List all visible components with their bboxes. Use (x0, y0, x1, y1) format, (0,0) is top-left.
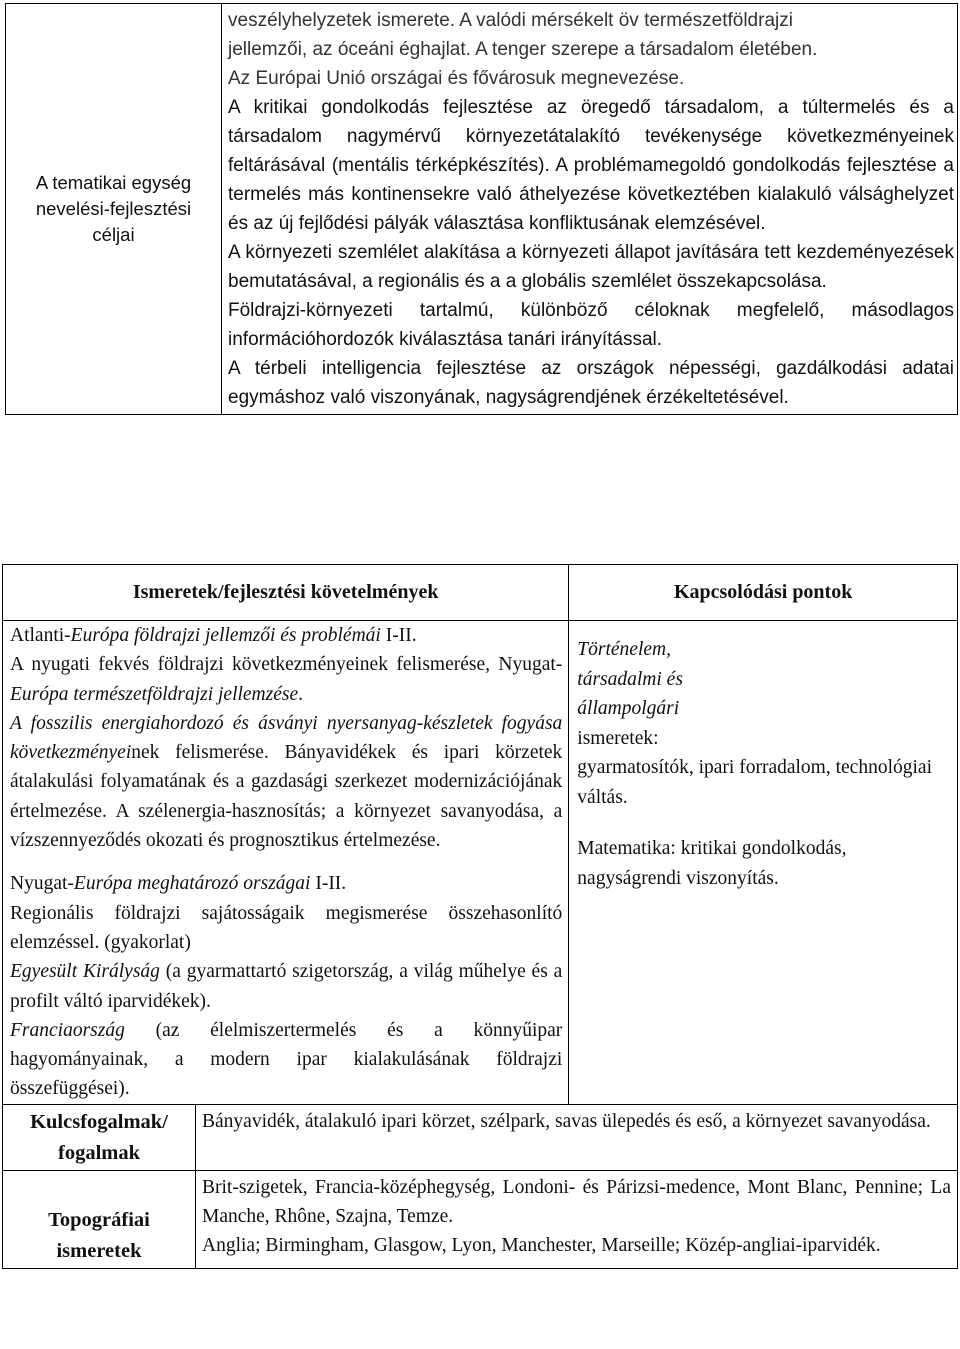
links-history-4: ismeretek: (577, 727, 659, 749)
links-body (569, 621, 958, 1105)
topo-p2: Anglia; Birmingham, Glasgow, Lyon, Manchester, Marseille; Közép-angliai-iparvidék. (202, 1235, 881, 1257)
goals-paragraph: A környezeti szemlélet alakítása a környezeti állapot javítására tett kezdeményezések bemutatásával, a regionális és a a globális szemlélet összekapcsolása. (228, 242, 954, 292)
block2-p2: Regionális földrajzi sajátosságaik megismerése összehasonlító elemzéssel. (gyakorlat) (10, 902, 563, 953)
block2-title: Nyugat-Európa meghatározó országai I-II. (10, 873, 347, 895)
requirements-table (2, 564, 958, 1269)
keywords-text: Bányavidék, átalakuló ipari körzet, szélpark, savas ülepedés és eső, a környezet savanyodása. (196, 1104, 958, 1170)
goals-table (5, 3, 958, 415)
goals-paragraph: Földrajzi-környezeti tartalmú, különböző céloknak megfelelő, másodlagos információhordozók kiválasztása tanári irányítással. (228, 300, 954, 350)
links-history-1: Történelem, (577, 639, 671, 660)
requirements-body (3, 621, 569, 1105)
links-history-2: társadalmi és (577, 668, 683, 690)
block1-p3: A fosszilis energiahordozó és ásványi nyersanyag-készletek fogyása következményeinek felismerése. Bányavidékek és ipari körzetek átalakulási folyamatának és a gazdasági szerkezet modernizációjának értelmezése. A szélenergia-hasznosítás; a környezet savanyodása, a vízszennyeződés okozati és prognosztikus értelmezése. (10, 712, 563, 852)
keywords-label: Kulcsfogalmak/ fogalmak (3, 1104, 196, 1170)
goals-continuation-line: jellemzői, az óceáni éghajlat. A tenger szerepe a társadalom életében. (228, 39, 818, 60)
goals-label (6, 4, 222, 415)
topo-text (196, 1170, 958, 1268)
goals-label-line: céljai (92, 224, 135, 245)
goals-paragraph: A térbeli intelligencia fejlesztése az országok népességi, gazdálkodási adatai egymáshoz való viszonyának, nagyságrendjének érzékeltetésével. (228, 358, 954, 408)
goals-text (222, 4, 958, 415)
goals-label-line: nevelési-fejlesztési (35, 198, 192, 219)
block2-p3: Egyesült Királyság (a gyarmattartó szigetország, a világ műhelye és a profilt váltó iparvidékek). (10, 961, 563, 1012)
links-math: Matematika: kritikai gondolkodás, nagyságrendi viszonyítás. (577, 838, 847, 889)
links-header: Kapcsolódási pontok (569, 565, 958, 621)
block2-p4: Franciaország (az élelmiszertermelés és a könnyűipar hagyományainak, a modern ipar kialakulásának földrajzi összefüggései). (10, 1019, 563, 1100)
topo-label: Topográfiai ismeretek (3, 1170, 196, 1268)
goals-paragraph: A kritikai gondolkodás fejlesztése az öregedő társadalom, a túltermelés és a társadalom nagymérvű környezetátalakító tevékenysége következményeinek feltárásával (mentális térképkészítés). A problémamegoldó gondolkodás fejlesztése a termelés más kontinensekre való áthelyezése következtében kialakuló válsághelyzet és az új fejlődési pályák választása konfliktusának elemzésével. (228, 97, 954, 234)
block1-title: Atlanti-Európa földrajzi jellemzői és problémái I-II. (10, 625, 417, 646)
goals-label-line: A tematikai egység (35, 172, 192, 193)
block1-p2: A nyugati fekvés földrajzi következményeinek felismerése, Nyugat-Európa természetföldrajzi jellemzése. (10, 654, 563, 705)
topo-p1: Brit-szigetek, Francia-középhegység, Londoni- és Párizsi-medence, Mont Blanc, Pennine; La Manche, Rhône, Szajna, Temze. (202, 1176, 951, 1228)
links-history-3: állampolgári (577, 698, 680, 719)
goals-continuation-line: veszélyhelyzetek ismerete. A valódi mérsékelt öv természetföldrajzi (228, 10, 793, 31)
links-history-5: gyarmatosítók, ipari forradalom, technológiai váltás. (577, 757, 932, 808)
requirements-header: Ismeretek/fejlesztési követelmények (3, 565, 569, 621)
goals-continuation-line: Az Európai Unió országai és fővárosuk megnevezése. (228, 68, 685, 89)
